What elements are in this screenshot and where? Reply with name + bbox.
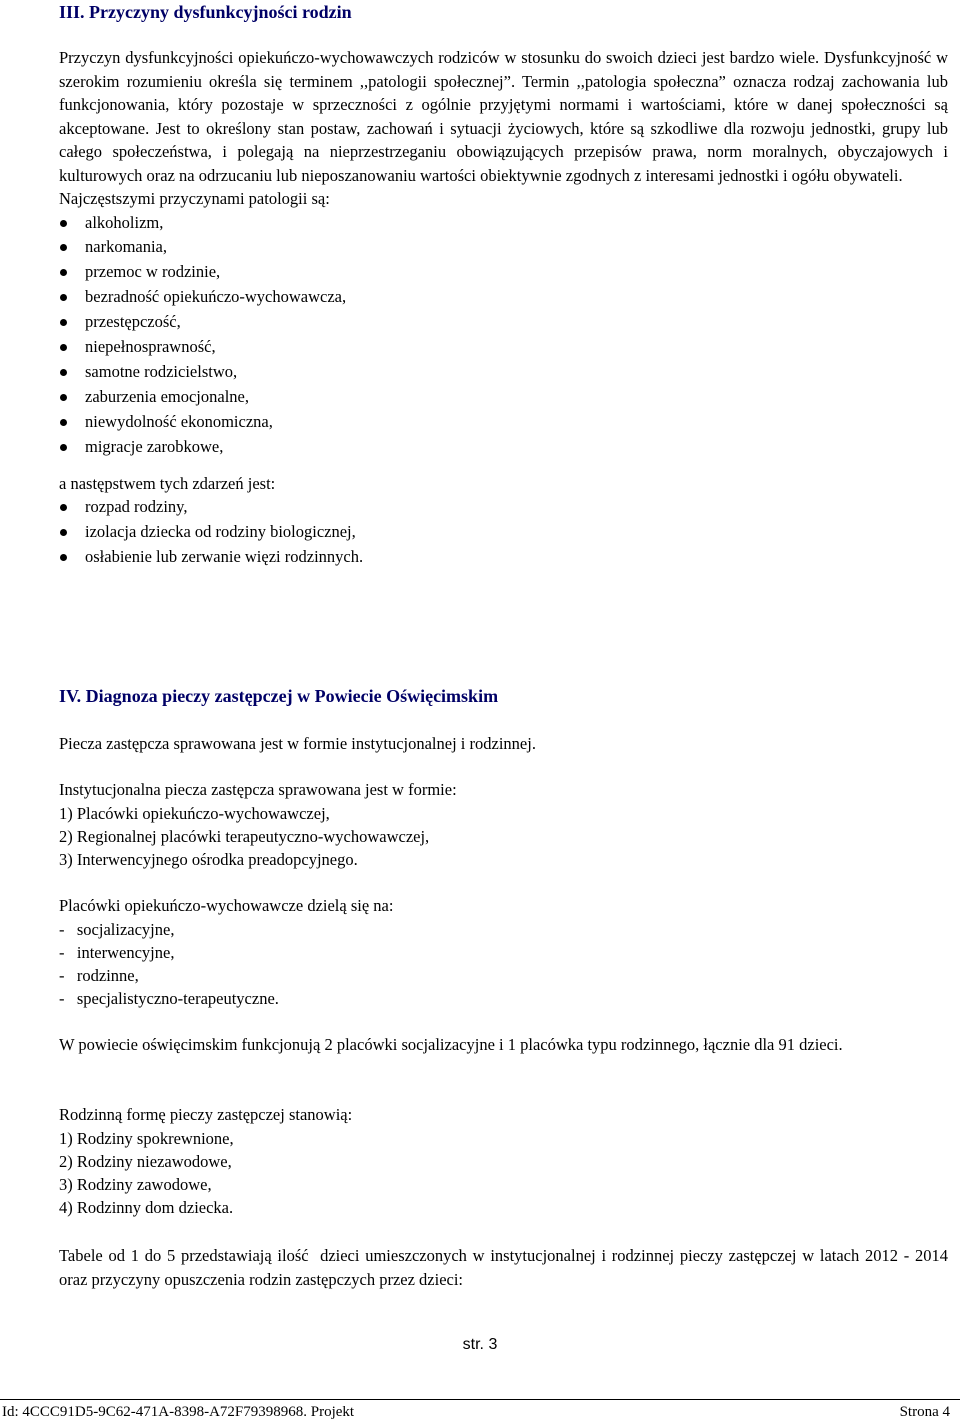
county-paragraph: W powiecie oświęcimskim funkcjonują 2 placówki socjalizacyjne i 1 placówka typu rodzinnego, łącznie dla 91 dzieci. xyxy=(59,1035,843,1054)
care-intro-block xyxy=(59,732,948,756)
institutional-block xyxy=(59,778,948,871)
section-3-body xyxy=(59,46,948,570)
bullet-icon xyxy=(60,294,67,301)
bullet-icon xyxy=(60,554,67,561)
facilities-list xyxy=(59,918,948,1011)
bullet-icon xyxy=(60,419,67,426)
list-item: rozpad rodziny, xyxy=(59,495,948,520)
list-item: 2) Regionalnej placówki terapeutyczno-wychowawczej, xyxy=(59,826,430,846)
effects-intro: a następstwem tych zdarzeń jest: xyxy=(59,473,276,493)
bullet-icon xyxy=(60,369,67,376)
institutional-list xyxy=(59,802,948,872)
bullet-icon xyxy=(60,394,67,401)
list-item: 2) Rodziny niezawodowe, xyxy=(59,1151,232,1171)
list-item: bezradność opiekuńczo-wychowawcza, xyxy=(59,285,948,310)
causes-paragraph: Przyczyn dysfunkcyjności opiekuńczo-wychowawczych rodziców w stosunku do swoich dzieci jest bardzo wiele. Dysfunkcyjność w szerokim rozumieniu określa się terminem ,,patologii społecznej”. Termin ,,patologia społeczna” oznacza rodzaj zachowania lub funkcjonowania, który pozostaje w sprzeczności z ogólnie przyjętymi normami i wartościami, które w danej społeczności są akceptowane. Jest to określony stan postaw, zachowań i sytuacji życiowych, które są szkodliwe dla rozwoju jednostki, grupy lub całego społeczeństwa, i polegają na nieprzestrzeganiu obowiązujących przepisów prawa, norm moralnych, obyczajowych i kulturowych oraz na odrzucaniu lub nieposzanowaniu wartości obiektywnie zgodnych z interesami jednostki i ogółu obywateli. xyxy=(59,48,948,185)
county-block xyxy=(59,1033,948,1057)
list-item: - interwencyjne, xyxy=(59,942,175,962)
bullet-icon xyxy=(60,529,67,536)
list-item: 1) Placówki opiekuńczo-wychowawczej, xyxy=(59,803,330,823)
list-item: zaburzenia emocjonalne, xyxy=(59,385,948,410)
list-item: - specjalistyczno-terapeutyczne. xyxy=(59,989,279,1009)
list-item: 4) Rodzinny dom dziecka. xyxy=(59,1198,234,1218)
list-item: narkomania, xyxy=(59,235,948,260)
causes-intro: Najczęstszymi przyczynami patologii są: xyxy=(59,189,330,208)
facilities-block xyxy=(59,894,948,1011)
bullet-icon xyxy=(60,244,67,251)
list-item: migracje zarobkowe, xyxy=(59,435,948,460)
bullet-icon xyxy=(60,504,67,511)
tables-block xyxy=(59,1244,953,1291)
list-item: samotne rodzicielstwo, xyxy=(59,360,948,385)
institutional-intro: Instytucjonalna piecza zastępcza sprawowana jest w formie: xyxy=(59,780,457,799)
list-item: niewydolność ekonomiczna, xyxy=(59,410,948,435)
list-item: 1) Rodziny spokrewnione, xyxy=(59,1128,234,1148)
list-item: izolacja dziecka od rodziny biologicznej, xyxy=(59,520,948,545)
footer-page-label: Strona 4 xyxy=(899,1404,950,1420)
footer-document-id: Id: 4CCC91D5-9C62-471A-8398-A72F79398968. Projekt xyxy=(2,1404,355,1420)
bullet-icon xyxy=(60,344,67,351)
section-3-heading: III. Przyczyny dysfunkcyjności rodzin xyxy=(59,2,352,22)
bullet-icon xyxy=(60,220,67,227)
footer-divider xyxy=(0,1399,960,1400)
family-list xyxy=(59,1127,948,1220)
facilities-intro: Placówki opiekuńczo-wychowawcze dzielą się na: xyxy=(59,896,394,915)
list-item: - socjalizacyjne, xyxy=(59,919,175,939)
family-block xyxy=(59,1103,948,1220)
list-item: przestępczość, xyxy=(59,310,948,335)
section-4-heading: IV. Diagnoza pieczy zastępczej w Powiecie Oświęcimskim xyxy=(59,686,499,706)
list-item: alkoholizm, xyxy=(59,211,948,236)
causes-list xyxy=(59,211,948,460)
list-item: niepełnosprawność, xyxy=(59,335,948,360)
bullet-icon xyxy=(60,269,67,276)
bullet-icon xyxy=(60,319,67,326)
list-item: przemoc w rodzinie, xyxy=(59,260,948,285)
tables-paragraph: Tabele od 1 do 5 przedstawiają ilość dzieci umieszczonych w instytucjonalnej i rodzinnej pieczy zastępczej w latach 2012 - 2014 oraz przyczyny opuszczenia rodzin zastępczych przez dzieci: xyxy=(59,1246,953,1289)
list-item: - rodzinne, xyxy=(59,966,139,986)
effects-list xyxy=(59,495,948,570)
family-intro: Rodzinną formę pieczy zastępczej stanowią: xyxy=(59,1105,353,1124)
list-item: 3) Interwencyjnego ośrodka preadopcyjnego. xyxy=(59,850,358,870)
list-item: 3) Rodziny zawodowe, xyxy=(59,1175,212,1195)
section-3 xyxy=(59,0,352,24)
page-number: str. 3 xyxy=(462,1336,498,1353)
section-4 xyxy=(59,684,948,708)
list-item: osłabienie lub zerwanie więzi rodzinnych. xyxy=(59,545,948,570)
bullet-icon xyxy=(60,444,67,451)
care-intro: Piecza zastępcza sprawowana jest w formie instytucjonalnej i rodzinnej. xyxy=(59,734,536,753)
